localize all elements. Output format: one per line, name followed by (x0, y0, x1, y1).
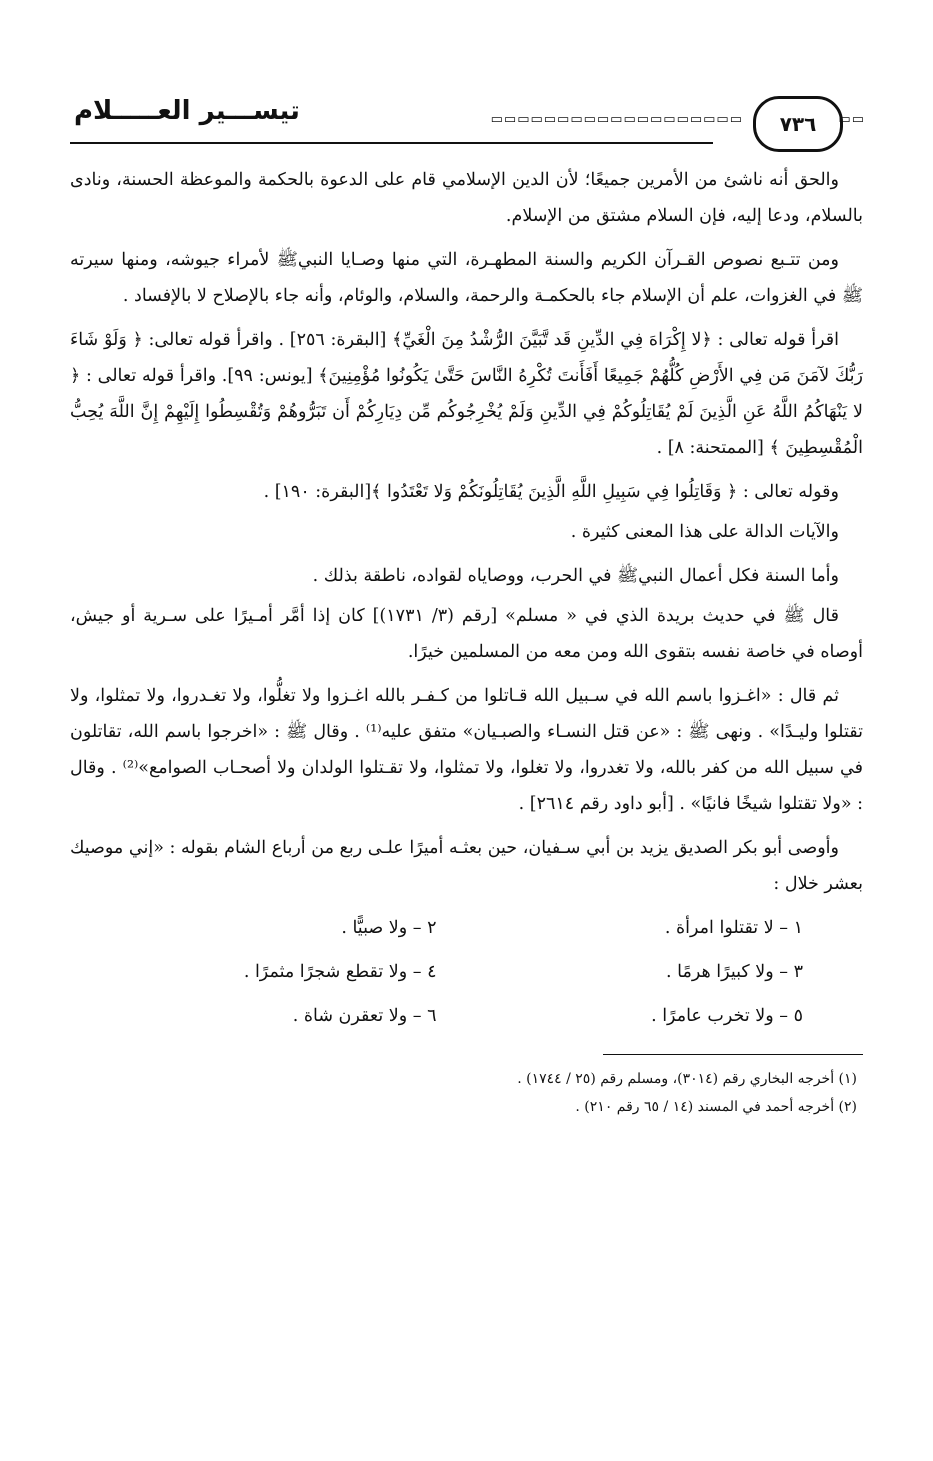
header-ornament-short: ▭▭ (838, 112, 865, 127)
list-item: ٦ – ولا تعقرن شاة . (292, 1006, 437, 1026)
list-item: ١ – لا تقتلوا امرأة . (664, 918, 803, 938)
paragraph: قال ﷺ في حديث بريدة الذي في « مسلم» [رقم (٣/ ١٧٣١)] كان إذا أمَّر أمـيرًا على سـرية أو جيش، أوصاه في خاصة نفسه بتقوى الله ومن معه من المسلمين خيرًا. (70, 606, 863, 662)
book-title: تيســـير العـــــلام (74, 96, 300, 126)
book-page (70, 90, 863, 1441)
body-text (70, 162, 863, 1036)
header-ornament-long: ▭▭▭▭▭▭▭▭▭▭▭▭▭▭▭▭▭▭▭ (490, 112, 743, 127)
list-item: ٤ – ولا تقطع شجرًا مثمرًا . (243, 962, 437, 982)
page-number: ٧٣٦ (753, 96, 843, 152)
paragraph: ثم قال : «اغـزوا باسم الله في سـبيل الله قـاتلوا من كـفـر بالله اغـزوا ولا تغلُّوا، ولا تغـدروا، ولا تمثلوا، ولا تقتلوا وليـدًا» . ونهى ﷺ : «عن قتل النسـاء والصبـيان» متفق عليه⁽¹⁾ . وقال ﷺ : «اخرجوا باسم الله، تقاتلون في سبيل الله من كفر بالله، ولا تغدروا، ولا تغلوا، ولا تمثلوا، ولا تقـتلوا الولدان ولا أصحـاب الصوامع»⁽²⁾ . وقال : «ولا تقتلوا شيخًا فانيًا» . [أبو داود رقم ٢٦١٤] . (70, 686, 863, 814)
footnote-divider (603, 1054, 863, 1055)
header-rule (70, 142, 713, 144)
paragraph: اقرأ قوله تعالى : ﴿لا إِكْرَاهَ فِي الدِّينِ قَد تَّبَيَّنَ الرُّشْدُ مِنَ الْغَيِّ﴾ [البقرة: ٢٥٦] . واقرأ قوله تعالى: ﴿ وَلَوْ شَاءَ رَبُّكَ لآمَنَ مَن فِي الأَرْضِ كُلُّهُمْ جَمِيعًا أَفَأَنتَ تُكْرِهُ النَّاسَ حَتَّىٰ يَكُونُوا مُؤْمِنِينَ﴾ [يونس: ٩٩]. واقرأ قوله تعالى : ﴿ لا يَنْهَاكُمُ اللَّهُ عَنِ الَّذِينَ لَمْ يُقَاتِلُوكُمْ فِي الدِّينِ وَلَمْ يُخْرِجُوكُم مِّن دِيَارِكُمْ أَن تَبَرُّوهُمْ وَتُقْسِطُوا إِلَيْهِمْ إِنَّ اللَّهَ يُحِبُّ الْمُقْسِطِينَ ﴾ [الممتحنة: ٨] . (70, 330, 864, 458)
paragraph: والآيات الدالة على هذا المعنى كثيرة . (570, 522, 839, 542)
footnotes (70, 1065, 863, 1121)
list-item: ٢ – ولا صبيًّا . (341, 918, 437, 938)
paragraph: وأما السنة فكل أعمال النبيﷺ في الحرب، ووصاياه لقواده، ناطقة بذلك . (312, 566, 839, 586)
paragraph: وقوله تعالى : ﴿ وَقَاتِلُوا فِي سَبِيلِ اللَّهِ الَّذِينَ يُقَاتِلُونَكُمْ وَلا تَعْتَدُوا ﴾[البقرة: ١٩٠] . (263, 482, 839, 502)
paragraph: ومن تتـبع نصوص القـرآن الكريم والسنة المطهـرة، التي منها وصـايا النبيﷺ لأمراء جيوشه، ومنها سيرته ﷺ في الغزوات، علم أن الإسلام جاء بالحكمـة والرحمة، والسلام، والوئام، وأنه جاء بالإصلاح لا بالإفساد . (70, 250, 863, 306)
paragraph: وأوصى أبو بكر الصديق يزيد بن أبي سـفيان، حين بعثـه أميرًا علـى ربع من أرباع الشام بقوله : «إني موصيك بعشر خلال : (70, 838, 863, 894)
paragraph: والحق أنه ناشئ من الأمرين جميعًا؛ لأن الدين الإسلامي قام على الدعوة بالحكمة والموعظة الحسنة، ونادى بالسلام، ودعا إليه، فإن السلام مشتق من الإسلام. (70, 170, 863, 226)
footnote: (٢) أخرجه أحمد في المسند (١٤ / ٦٥ رقم ٢١٠) . (575, 1099, 857, 1115)
advice-list (70, 908, 863, 1036)
list-item: ٣ – ولا كبيرًا هرمًا . (666, 962, 803, 982)
list-item: ٥ – ولا تخرب عامرًا . (651, 1006, 803, 1026)
page-header (70, 90, 863, 162)
footnote: (١) أخرجه البخاري رقم (٣٠١٤)، ومسلم رقم (٢٥ / ١٧٤٤) . (517, 1071, 857, 1087)
